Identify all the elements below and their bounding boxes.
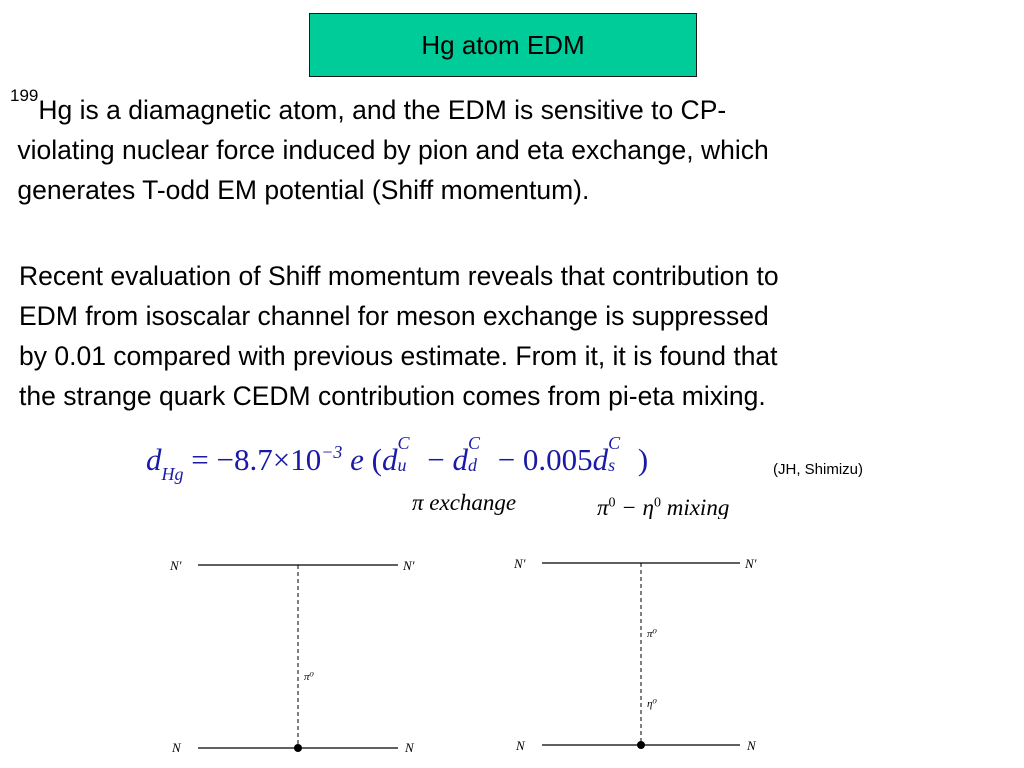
label-n-left: N [172,740,181,755]
label-pion: π⁰ [304,671,314,683]
mixing-minus-eta: − η [615,495,654,519]
diagram-pi-eta-mixing [513,556,757,753]
label-pion-2: π⁰ [647,628,657,640]
intro-line-2: violating nuclear force induced by pion and eta exchange, which [10,135,769,165]
label-n-left-2: N [516,738,525,753]
mixing-pi-sup: 0 [608,495,616,511]
eq-dd-sub: d [467,455,477,475]
eq-close-paren: ) [630,442,649,477]
eq-lhs-sub: Hg [161,464,184,484]
cp-violating-vertex-2 [637,741,645,749]
label-eta: η⁰ [647,698,657,710]
evaluation-line-2: EDM from isoscalar channel for meson exchange is suppressed [19,301,769,331]
mixing-eta-sup: 0 [653,495,661,511]
eq-charge: e [342,442,372,477]
eq-du-sub: u [397,455,407,475]
eq-ds-sub: s [608,455,616,475]
eq-dd: d [452,442,468,477]
eq-minus-1: − [419,442,453,477]
label-n-prime-left: N′ [170,558,182,573]
label-n-right-2: N [747,738,756,753]
evaluation-line-4: the strange quark CEDM contribution comes from pi-eta mixing. [19,381,766,411]
mixing-word: mixing [660,495,730,519]
label-n-prime-right-2: N′ [745,556,757,571]
eq-du-sup: C [397,433,410,453]
label-n-right: N [405,740,414,755]
intro-line-3: generates T-odd EM potential (Shiff momentum). [10,175,590,205]
eq-lhs: d [146,442,162,477]
intro-line-1: Hg is a diamagnetic atom, and the EDM is sensitive to CP- [38,95,727,125]
diagram-pion-exchange [169,558,415,755]
eq-dd-sup: C [467,433,480,453]
eq-ds-sup: C [608,433,621,453]
evaluation-line-3: by 0.01 compared with previous estimate. From it, it is found that [19,341,778,371]
eq-open-paren: ( [371,442,382,477]
eq-minus-2: − 0.005 [489,442,593,477]
pion-exchange-label: π exchange [412,490,517,515]
eq-coefficient: = −8.7×10 [183,442,322,477]
slide-title-text: Hg atom EDM [421,29,585,60]
reference-citation: (JH, Shimizu) [773,461,864,478]
isotope-superscript: 199 [10,86,39,105]
mixing-pi: π [597,495,609,519]
label-n-prime-right: N′ [403,558,415,573]
eq-ds: d [592,442,609,477]
cp-violating-vertex [294,744,302,752]
eq-exponent: −3 [321,442,343,462]
label-n-prime-left-2: N′ [514,556,526,571]
eq-du: d [381,442,398,477]
evaluation-line-1: Recent evaluation of Shiff momentum reveals that contribution to [19,261,779,291]
